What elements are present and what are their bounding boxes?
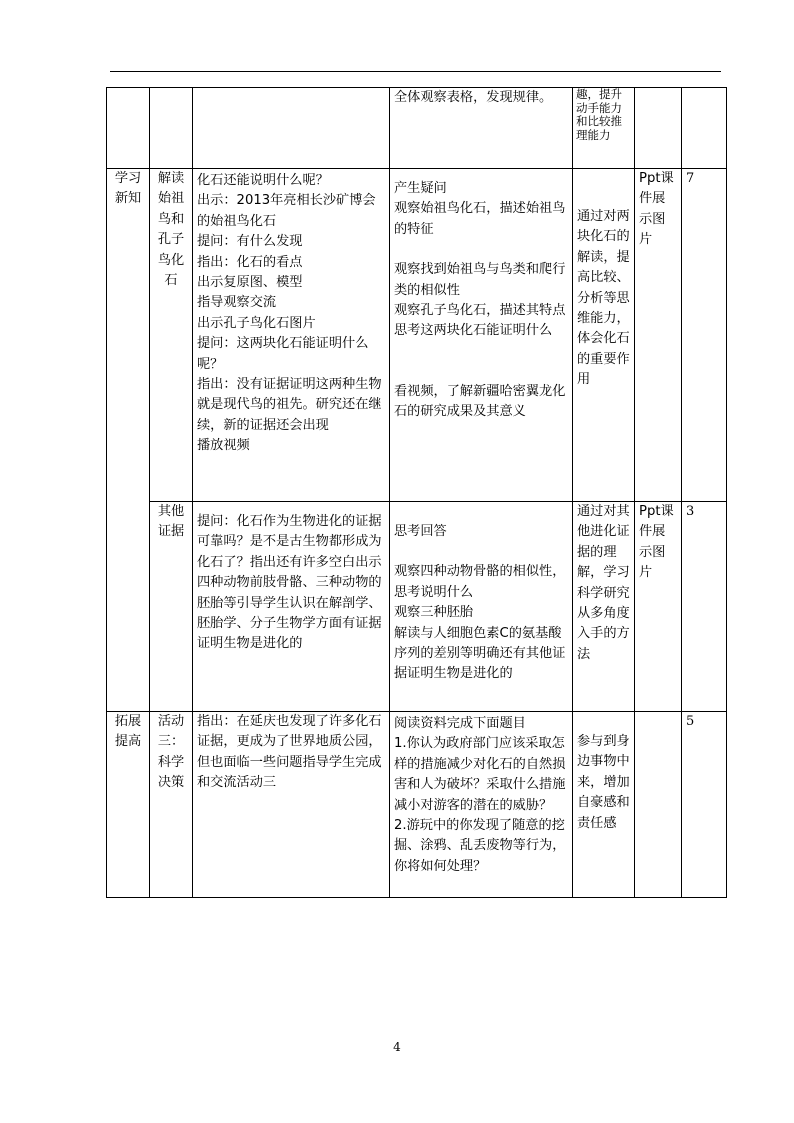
stage-cell: 学习新知 — [107, 169, 150, 712]
teacher-line: 提问：有什么发现 — [197, 234, 303, 250]
minutes-cell: 7 — [682, 169, 727, 502]
table-row — [107, 502, 727, 712]
student-line: 解读与人细胞色素C的氨基酸序列的差别等明确还有其他证据证明生物是进化的 — [394, 625, 566, 682]
table-row — [107, 169, 727, 502]
teacher-activity-cell — [193, 88, 390, 169]
student-activity-cell — [390, 169, 573, 502]
student-line: 阅读资料完成下面题目 — [394, 716, 526, 731]
minutes-cell — [682, 88, 727, 169]
student-activity-cell — [390, 502, 573, 712]
media-cell — [635, 88, 682, 169]
student-line: 观察四种动物骨骼的相似性，思考说明什么 — [394, 564, 566, 600]
student-activity-cell: 全体观察表格，发现规律。 — [390, 88, 573, 169]
teacher-line: 提问：这两块化石能证明什么呢？ — [197, 336, 369, 372]
step-cell: 活动三：科学决策 — [150, 712, 193, 898]
teacher-line: 出示孔子鸟化石图片 — [197, 315, 316, 331]
student-line: 2.游玩中的你发现了随意的挖掘、涂鸦、乱丢废物等行为，你将如何处理？ — [394, 818, 566, 874]
design-intent-cell: 通过对其他进化证据的理解，学习科学研究从多角度入手的方法 — [573, 502, 635, 712]
teacher-activity-cell: 指出：在延庆也发现了许多化石证据，更成为了世界地质公园，但也面临一些问题指导学生完成和交流活动三 — [193, 712, 390, 898]
teacher-line: 化石还能说明什么呢？ — [197, 173, 329, 188]
step-cell: 其他证据 — [150, 502, 193, 712]
stage-cell: 拓展提高 — [107, 712, 150, 898]
lesson-plan-table — [106, 87, 727, 898]
teacher-line: 指出：没有证据证明这两种生物就是现代鸟的祖先。研究还在继续，新的证据还会出现 — [197, 377, 382, 433]
table-row — [107, 88, 727, 169]
student-line: 观察找到始祖鸟与鸟类和爬行类的相似性 — [394, 262, 566, 298]
teacher-activity-cell: 提问：化石作为生物进化的证据可靠吗？是不是古生物都形成为化石了？指出还有许多空白出示四种动物前肢骨骼、三种动物的胚胎等引导学生认识在解剖学、胚胎学、分子生物学方面有证据证明生物是进化的 — [193, 502, 390, 712]
design-intent-cell: 趣，提升动手能力和比较推理能力 — [573, 88, 635, 169]
design-intent-cell: 参与到身边事物中来，增加自豪感和责任感 — [573, 712, 635, 898]
student-line: 观察三种胚胎 — [394, 605, 474, 621]
design-intent-cell: 通过对两块化石的解读，提高比较、分析等思维能力，体会化石的重要作用 — [573, 169, 635, 502]
teacher-activity-cell — [193, 169, 390, 502]
minutes-cell: 5 — [682, 712, 727, 898]
teacher-line: 指出：化石的看点 — [197, 254, 303, 270]
teacher-line: 播放视频 — [197, 438, 250, 454]
student-line: 产生疑问 — [394, 181, 447, 196]
teacher-line: 出示复原图、模型 — [197, 275, 303, 291]
student-line: 看视频，了解新疆哈密翼龙化石的研究成果及其意义 — [394, 383, 566, 420]
student-line: 1.你认为政府部门应该采取怎样的措施减少对化石的自然损害和人为破坏？采取什么措施减小对游客的潜在的威胁？ — [394, 736, 566, 813]
media-cell: Ppt课件展示图片 — [635, 169, 682, 502]
minutes-cell: 3 — [682, 502, 727, 712]
step-cell — [150, 88, 193, 169]
student-line: 思考这两块化石能证明什么 — [394, 323, 553, 339]
student-line: 观察始祖鸟化石，描述始祖鸟的特征 — [394, 201, 566, 237]
media-cell: Ppt课件展示图片 — [635, 502, 682, 712]
stage-cell — [107, 88, 150, 169]
student-line: 观察孔子鸟化石，描述其特点 — [394, 303, 566, 319]
student-line: 思考回答 — [394, 524, 447, 539]
page-number: 4 — [393, 1040, 401, 1054]
teacher-line: 出示：2013年亮相长沙矿博会的始祖鸟化石 — [197, 193, 376, 229]
media-cell — [635, 712, 682, 898]
student-activity-cell — [390, 712, 573, 898]
table-row — [107, 712, 727, 898]
header-rule — [110, 71, 721, 72]
step-cell: 解读始祖鸟和孔子鸟化石 — [150, 169, 193, 502]
teacher-line: 指导观察交流 — [197, 295, 277, 311]
